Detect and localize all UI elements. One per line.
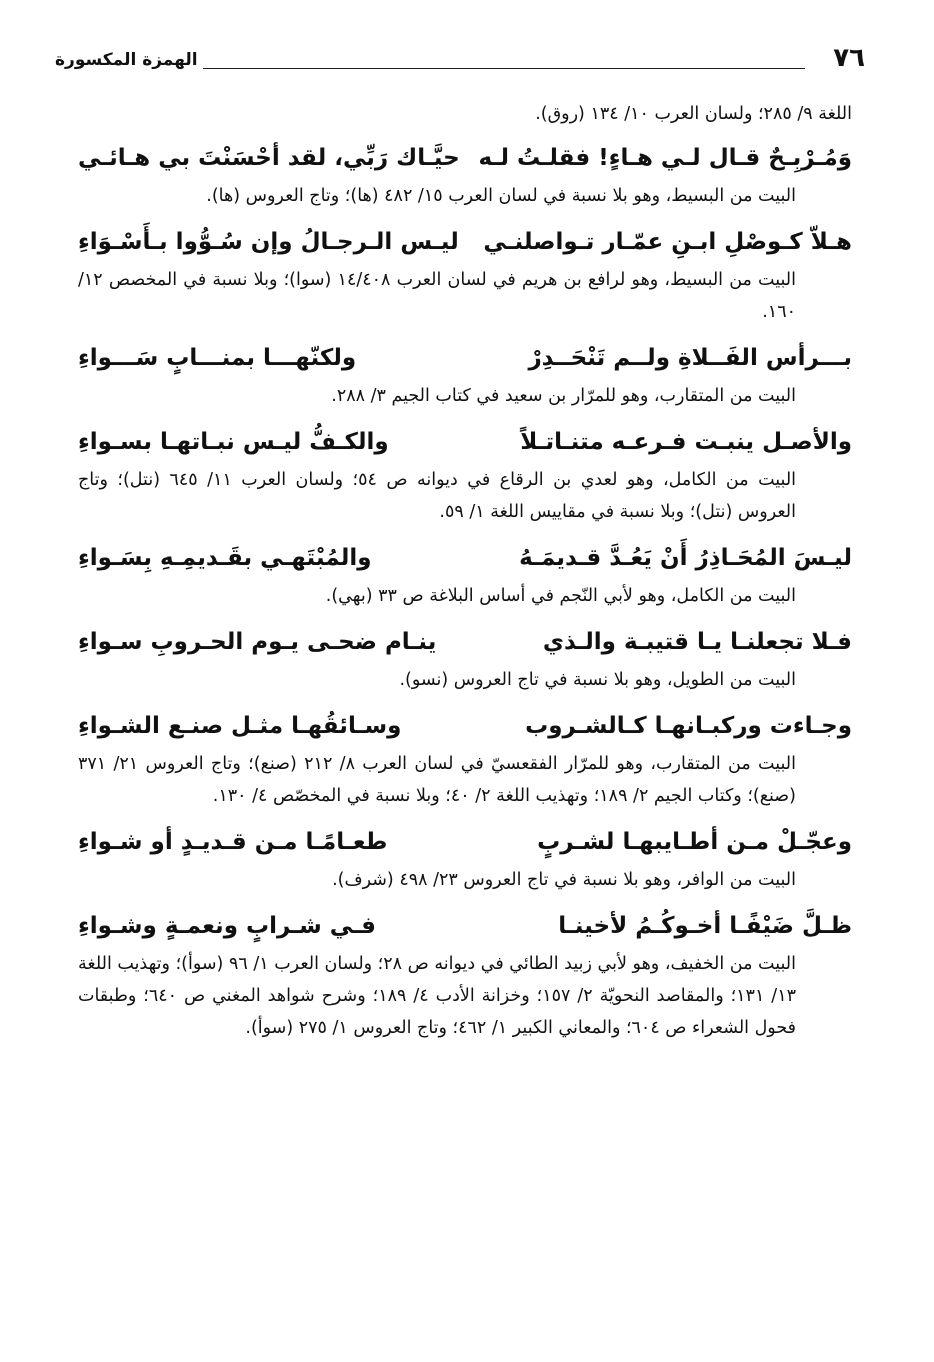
verse-entry — [78, 538, 852, 612]
intro-note: اللغة ٩/ ٢٨٥؛ ولسان العرب ١٠/ ١٣٤ (روق). — [535, 104, 852, 124]
verse-entry — [78, 622, 852, 696]
verse-hemistich-second: ينـام ضحـى يـوم الحـروبِ سـواءِ — [78, 629, 437, 655]
verse-hemistich-second: حيَّـاك رَبِّي، لقد أحْسَنْتَ بي هـائـي — [78, 145, 460, 171]
verse-hemistich-second: وسـائقُهـا مثـل صنـع الشـواءِ — [78, 713, 402, 739]
page-header — [55, 38, 865, 88]
verse-note: البيت من البسيط، وهو بلا نسبة في لسان العرب ١٥/ ٤٨٢ (ها)؛ وتاج العروس (ها). — [206, 186, 796, 206]
verse-hemistich-first: فـلا تجعلنـا يـا قتيبـة والـذي — [542, 629, 852, 655]
running-title: الهمزة المكسورة — [55, 50, 198, 70]
verse-line — [78, 622, 852, 662]
verse-hemistich-first: والأصـل ينبـت فـرعـه متنـاتـلاً — [520, 429, 852, 455]
verse-line — [78, 906, 852, 946]
verse-hemistich-first: وعجّـلْ مـن أطـايبهـا لشـربٍ — [537, 829, 852, 855]
verse-note: البيت من الطويل، وهو بلا نسبة في تاج العروس (نسو). — [399, 670, 796, 690]
verse-note: البيت من البسيط، وهو لرافع بن هريم في لسان العرب ١٤/٤٠٨ (سوا)؛ وبلا نسبة في المخصص ١٢/ ١٦٠. — [78, 270, 796, 322]
verse-hemistich-second: ليـس الـرجـالُ وإن سُـوُّوا بـأَسْـوَاءِ — [78, 229, 459, 255]
verse-line — [78, 822, 852, 862]
verse-note: البيت من الكامل، وهو لأبي النّجم في أساس البلاغة ص ٣٣ (بهي). — [325, 586, 796, 606]
header-rule — [203, 68, 805, 69]
verse-entry — [78, 338, 852, 412]
page-number: ٧٦ — [833, 43, 865, 73]
verse-note: البيت من الكامل، وهو لعدي بن الرقاع في ديوانه ص ٥٤؛ ولسان العرب ١١/ ٦٤٥ (نتل)؛ وتاج العروس (نتل)؛ وبلا نسبة في مقاييس اللغة ١/ ٥٩. — [78, 470, 797, 522]
verse-hemistich-first: هـلاّ كـوصْلِ ابـنِ عمّـار تـواصلنـي — [483, 229, 852, 255]
verse-entry — [78, 138, 852, 212]
verse-note: البيت من الوافر، وهو بلا نسبة في تاج العروس ٢٣/ ٤٩٨ (شرف). — [332, 870, 796, 890]
verse-entry — [78, 422, 852, 528]
verse-line — [78, 706, 852, 746]
verse-note: البيت من المتقارب، وهو للمرّار الفقعسيّ في لسان العرب ٨/ ٢١٢ (صنع)؛ وتاج العروس ٢١/ ٣٧١ (صنع)؛ وكتاب الجيم ٢/ ١٨٩؛ وتهذيب اللغة ٢/ ٤٠؛ وبلا نسبة في المخصّص ٤/ ١٣٠. — [78, 754, 796, 806]
verse-hemistich-first: بـــرأس الفَــلاةِ ولــم تَنْحَــدِرْ — [528, 345, 852, 371]
verse-note: البيت من المتقارب، وهو للمرّار بن سعيد في كتاب الجيم ٣/ ٢٨٨. — [331, 386, 796, 406]
verse-line — [78, 338, 852, 378]
verse-hemistich-second: ولكنّهـــا بمنـــابٍ سَـــواءِ — [78, 345, 357, 371]
verse-hemistich-second: والمُبْتَهـي بقَـديمِـهِ بِسَـواءِ — [78, 545, 372, 571]
verse-hemistich-second: فـي شـرابٍ ونعمـةٍ وشـواءِ — [78, 913, 376, 939]
verse-hemistich-first: ظـلَّ ضَيْفًـا أخـوكُـمُ لأخينـا — [558, 913, 852, 939]
verse-note: البيت من الخفيف، وهو لأبي زبيد الطائي في ديوانه ص ٢٨؛ ولسان العرب ١/ ٩٦ (سوأ)؛ وتهذيب اللغة ١٣/ ١٣١؛ والمقاصد النحويّة ٢/ ١٥٧؛ وخزانة الأدب ٤/ ١٨٩؛ وشرح شواهد المغني ص ٦٤٠؛ وطبقات فحول الشعراء ص ٦٠٤؛ والمعاني الكبير ١/ ٤٦٢؛ وتاج العروس ١/ ٢٧٥ (سوأ). — [78, 954, 797, 1038]
verse-line — [78, 222, 852, 262]
verse-hemistich-first: ليـسَ المُحَـاذِرُ أَنْ يَعُـدَّ قـديمَـهُ — [519, 545, 852, 571]
page-content — [78, 98, 852, 1054]
verse-line — [78, 422, 852, 462]
verse-entry — [78, 822, 852, 896]
verse-entry — [78, 222, 852, 328]
verse-line — [78, 538, 852, 578]
verse-line — [78, 138, 852, 178]
verse-entry — [78, 706, 852, 812]
verse-hemistich-second: طعـامًـا مـن قـديـدٍ أو شـواءِ — [78, 829, 388, 855]
verse-hemistich-first: وَمُـرْبِـحٌ قـال لـي هـاءٍ! فقلـتُ لـه — [478, 145, 852, 171]
verse-entry — [78, 906, 852, 1044]
verse-hemistich-first: وجـاءت وركبـانهـا كـالشـروب — [525, 713, 852, 739]
verse-hemistich-second: والكـفُّ ليـس نبـاتهـا بسـواءِ — [78, 429, 389, 455]
